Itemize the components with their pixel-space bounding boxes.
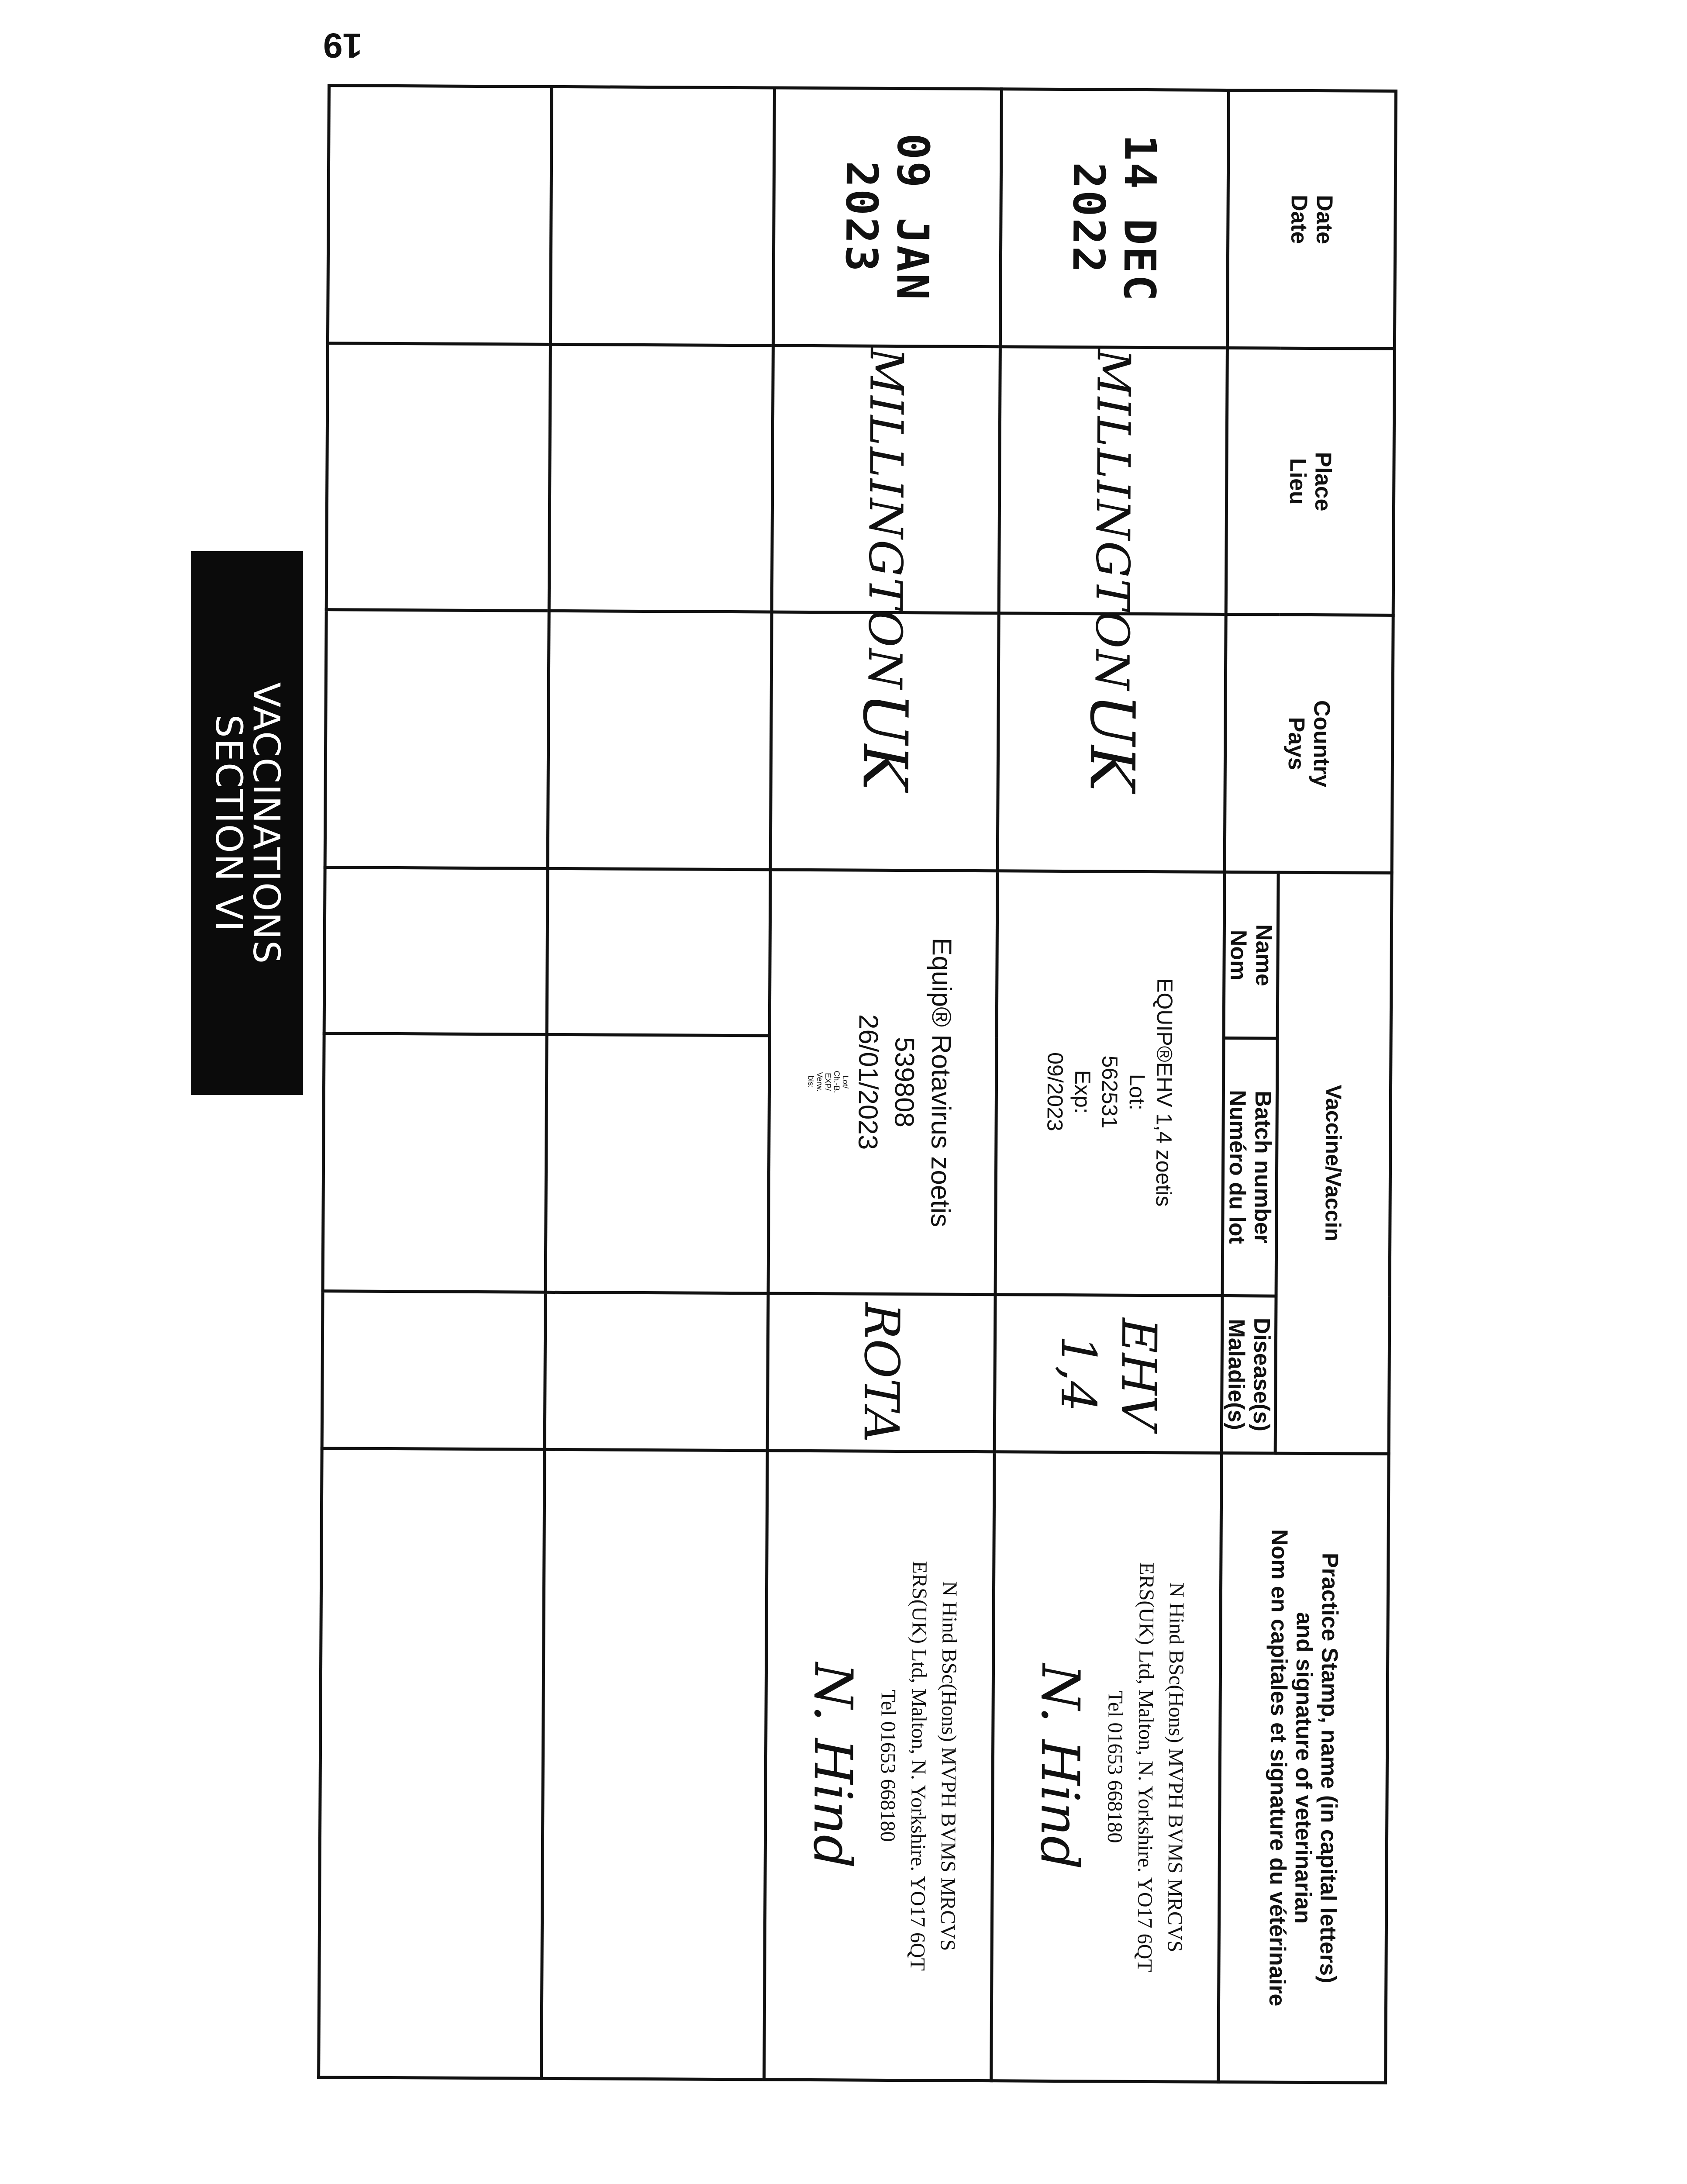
place-handwritten: MILLINGTON <box>772 346 1000 613</box>
header-place: Place Lieu <box>1226 348 1395 615</box>
header-batch-number: Batch number Numéro du lot <box>1222 1038 1278 1296</box>
table-row-empty <box>541 86 774 2080</box>
vaccination-table <box>317 84 1397 2084</box>
label-small-print: Lot/ Ch.-B. EXP/ Verw. bis: <box>806 1071 850 1093</box>
practice-stamp <box>991 1452 1221 2082</box>
vaccine-label-sticker <box>995 871 1225 1296</box>
empty-cell <box>541 1449 767 2080</box>
header-disease: Disease(s) Maladie(s) <box>1221 1296 1276 1453</box>
header-practice-stamp: Practice Stamp, name (in capital letters) and signature of veterinarian Nom en capitales et signature du vétérinaire <box>1218 1453 1389 2083</box>
exp-label: Exp: <box>1070 1070 1095 1114</box>
vet-name: N Hind BSc(Hons) MVPH BVMS MRCVS <box>936 1581 962 1951</box>
vet-signature: N. Hind <box>1028 1663 1090 1870</box>
section-tab-subtitle: SECTION VI <box>207 714 250 933</box>
empty-cell <box>545 1034 769 1293</box>
practice-phone: Tel 01653 668180 <box>1103 1690 1128 1843</box>
section-tab-title: VACCINATIONS <box>245 682 288 964</box>
header-row <box>1272 90 1396 2083</box>
empty-cell <box>328 86 552 345</box>
vaccine-product: Equip® Rotavirus zoetis <box>925 937 957 1227</box>
empty-cell <box>549 344 773 612</box>
practice-address: ERS(UK) Ltd, Malton, N. Yorkshire. YO17 6QT <box>906 1561 931 1971</box>
table-row-empty <box>318 86 552 2079</box>
empty-cell <box>545 1292 768 1451</box>
empty-cell <box>326 343 550 611</box>
lot-value: 539808 <box>889 1037 920 1128</box>
header-vaccine-name: Name Nom <box>1224 872 1278 1038</box>
empty-cell <box>318 1448 545 2079</box>
date-stamp: 09 JAN 2023 <box>773 88 1001 347</box>
empty-cell <box>548 611 772 870</box>
header-vaccine-group: Vaccine/Vaccin <box>1275 872 1392 1454</box>
empty-cell <box>322 1291 545 1450</box>
table-row <box>991 89 1228 2082</box>
header-date: Date Date <box>1227 90 1396 349</box>
practice-address: ERS(UK) Ltd, Malton, N. Yorkshire. YO17 6QT <box>1133 1562 1159 1972</box>
page-number: 19 <box>323 26 362 65</box>
lot-value: 562531 <box>1097 1055 1122 1129</box>
vet-name: N Hind BSc(Hons) MVPH BVMS MRCVS <box>1163 1582 1189 1952</box>
empty-cell <box>550 86 774 346</box>
exp-value: 09/2023 <box>1042 1052 1068 1131</box>
country-handwritten: UK <box>770 612 999 871</box>
lot-label: Lot: <box>1125 1074 1149 1111</box>
disease-handwritten: EHV 1,4 <box>994 1295 1222 1453</box>
table-row <box>764 88 1001 2081</box>
practice-stamp <box>764 1451 994 2081</box>
empty-cell <box>324 867 548 1035</box>
vaccine-label-sticker <box>768 870 997 1295</box>
empty-cell <box>325 610 549 869</box>
vet-signature: N. Hind <box>801 1662 863 1869</box>
place-handwritten: MILLINGTON <box>999 347 1227 615</box>
exp-value: 26/01/2023 <box>852 1014 883 1150</box>
empty-cell <box>547 868 770 1036</box>
disease-handwritten: ROTA <box>767 1293 995 1452</box>
empty-cell <box>323 1033 547 1292</box>
vaccine-product: EQUIP®EHV 1,4 zoetis <box>1151 978 1177 1207</box>
country-handwritten: UK <box>997 613 1226 872</box>
header-country: Country Pays <box>1225 614 1394 873</box>
vaccination-table-sheet <box>343 84 1397 2081</box>
date-stamp: 14 DEC 2022 <box>1000 89 1228 348</box>
section-tab <box>191 551 303 1095</box>
practice-phone: Tel 01653 668180 <box>876 1690 900 1842</box>
